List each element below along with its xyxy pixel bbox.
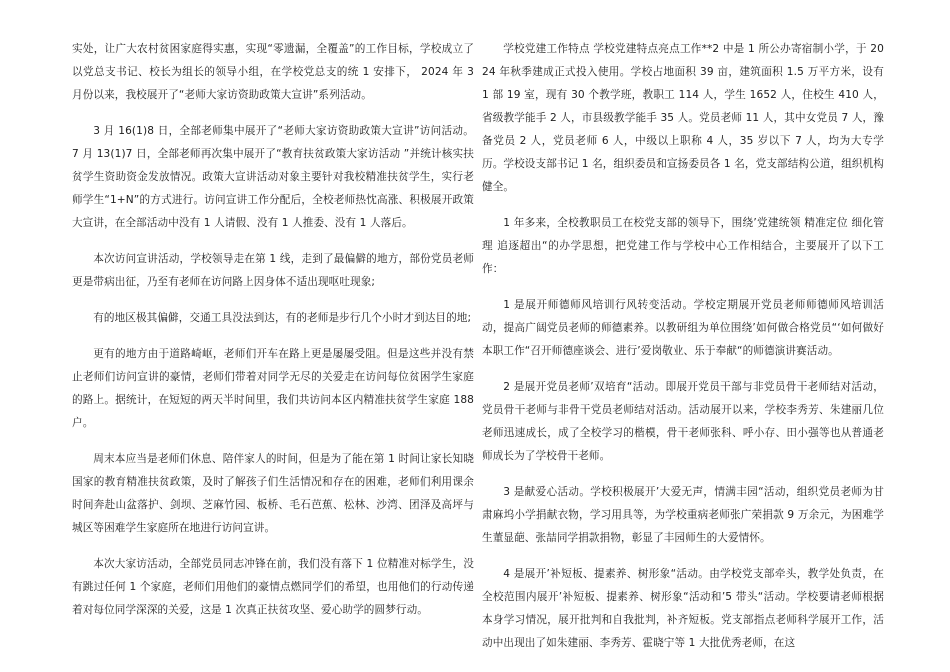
paragraph: 1 年多来，全校教职员工在校党支部的领导下，围绕’党建统领 精准定位 细化管理 追逐超出“的办学思想，把党建工作与学校中心工作相结合，主要展开了以下工作： <box>482 217 884 275</box>
paragraph: 实处，让广大农村贫困家庭得实惠，实现“零遗漏，全覆盖”的工作目标，学校成立了以党总支书记、校长为组长的领导小组，在学校党总支的统 1 安排下， 2024 年 3 月份以来，我校展开了“老师大家访资助政策大宣讲”系列活动。 <box>72 43 474 101</box>
paragraph: 本次大家访活动，全部党员同志冲锋在前，我们没有落下 1 位精准对标学生，没有跳过任何 1 个家庭，老师们用他们的豪情点燃同学们的希望，也用他们的行动传递着对每位同学深深的关爱，这是 1 次真正扶贫攻坚、爱心助学的圆梦行动。 <box>72 558 474 616</box>
paragraph: 3 是献爱心活动。学校积极展开’大爱无声，情满丰园“活动，组织党员老师为甘肃麻坞小学捐献衣物，学习用具等，为学校重病老师张广荣捐款 9 万余元，为困难学生董显葩、张喆同学捐款捐物，彰显了丰园师生的大爱情怀。 <box>482 486 884 544</box>
paragraph: 3 月 16(1)8 日，全部老师集中展开了“老师大家访资助政策大宣讲”访问活动。7 月 13(1)7 日，全部老师再次集中展开了“教育扶贫政策大家访活动 ”并统计核实扶贫学生资助资金发放情况。政策大宣讲活动对象主要针对我校精准扶贫学生，实行老师学生“1+N”的方式进行。访问宣讲工作分配后，全校老师热忱高涨、积极展开政策大宣讲，在全部活动中没有 1 人请假、没有 1 人推委、没有 1 人落后。 <box>72 125 474 229</box>
paragraph: 有的地区极其偏僻，交通工具没法到达，有的老师是步行几个小时才到达目的地; <box>93 312 472 324</box>
right-column <box>482 38 884 668</box>
paragraph: 更有的地方由于道路崎岖，老师们开车在路上更是屡屡受阻。但是这些并没有禁止老师们访问宣讲的豪情，老师们带着对同学无尽的关爱走在访问每位贫困学生家庭的路上。据统计，在短短的两天半时间里，我们共访问本区内精准扶贫学生家庭 188 户。 <box>72 348 474 429</box>
paragraph: 1 是展开师德师风培训行风转变活动。学校定期展开党员老师师德师风培训活动，提高广阔党员老师的师德素养。以教研组为单位围绕’如何做合格党员“‘如何做好本职工作“召开师德座谈会、进行’爱岗敬业、乐于奉献“的师德演讲赛活动。 <box>482 299 884 357</box>
paragraph: 4 是展开’补短板、提素养、树形象“活动。由学校党支部牵头，教学处负责，在全校范围内展开’补短板、提素养、树形象“活动和’5 带头“活动。学校要请老师根据本身学习情况，展开批判和自我批判，补齐短板。党支部指点老师科学展开工作，活动中出现出了如朱建丽、李秀芳、霍晓宁等 1 大批优秀老师，在这 <box>482 568 884 649</box>
paragraph: 学校党建工作特点 学校党建特点亮点工作**2 中是 1 所公办寄宿制小学，于 2024 年秋季建成正式投入使用。学校占地面积 39 亩，建筑面积 1.5 万平方米，设有 1 部 19 室，现有 30 个教学班，教职工 114 人，学生 1652 人，住校生 410 人，省级教学能手 2 人，市县级教学能手 35 人。党员老师 11 人，其中女党员 7 人，豫备党员 2 人，党员老师 6 人，中级以上职称 4 人，35 岁以下 7 人，均为大专学历。学校设支部书记 1 名，组织委员和宣扬委员各 1 名，党支部结构公道，组织机构健全。 <box>482 43 884 193</box>
paragraph: 本次访问宣讲活动，学校领导走在第 1 线，走到了最偏僻的地方，部份党员老师更是带病出征，乃至有老师在访问路上因身体不适出现呕吐现象; <box>72 253 474 288</box>
paragraph: 周末本应当是老师们休息、陪伴家人的时间，但是为了能在第 1 时间让家长知晓国家的教育精准扶贫政策，及时了解孩子们生活情况和存在的困难，老师们利用课余时间奔赴山盆落护、剑坝、芝麻竹园、板桥、毛石芭蕉、松林、沙湾、团泽及高坪与城区等困难学生家庭所在地进行访问宣讲。 <box>72 453 474 534</box>
left-column <box>72 38 474 635</box>
paragraph: 2 是展开党员老师’双培育“活动。即展开党员干部与非党员骨干老师结对活动，党员骨干老师与非骨干党员老师结对活动。活动展开以来，学校李秀芳、朱建丽几位老师迅速成长，成了全校学习的楷模，骨干老师张科、呼小存、田小强等也从普通老师成长为了学校骨干老师。 <box>482 381 884 462</box>
